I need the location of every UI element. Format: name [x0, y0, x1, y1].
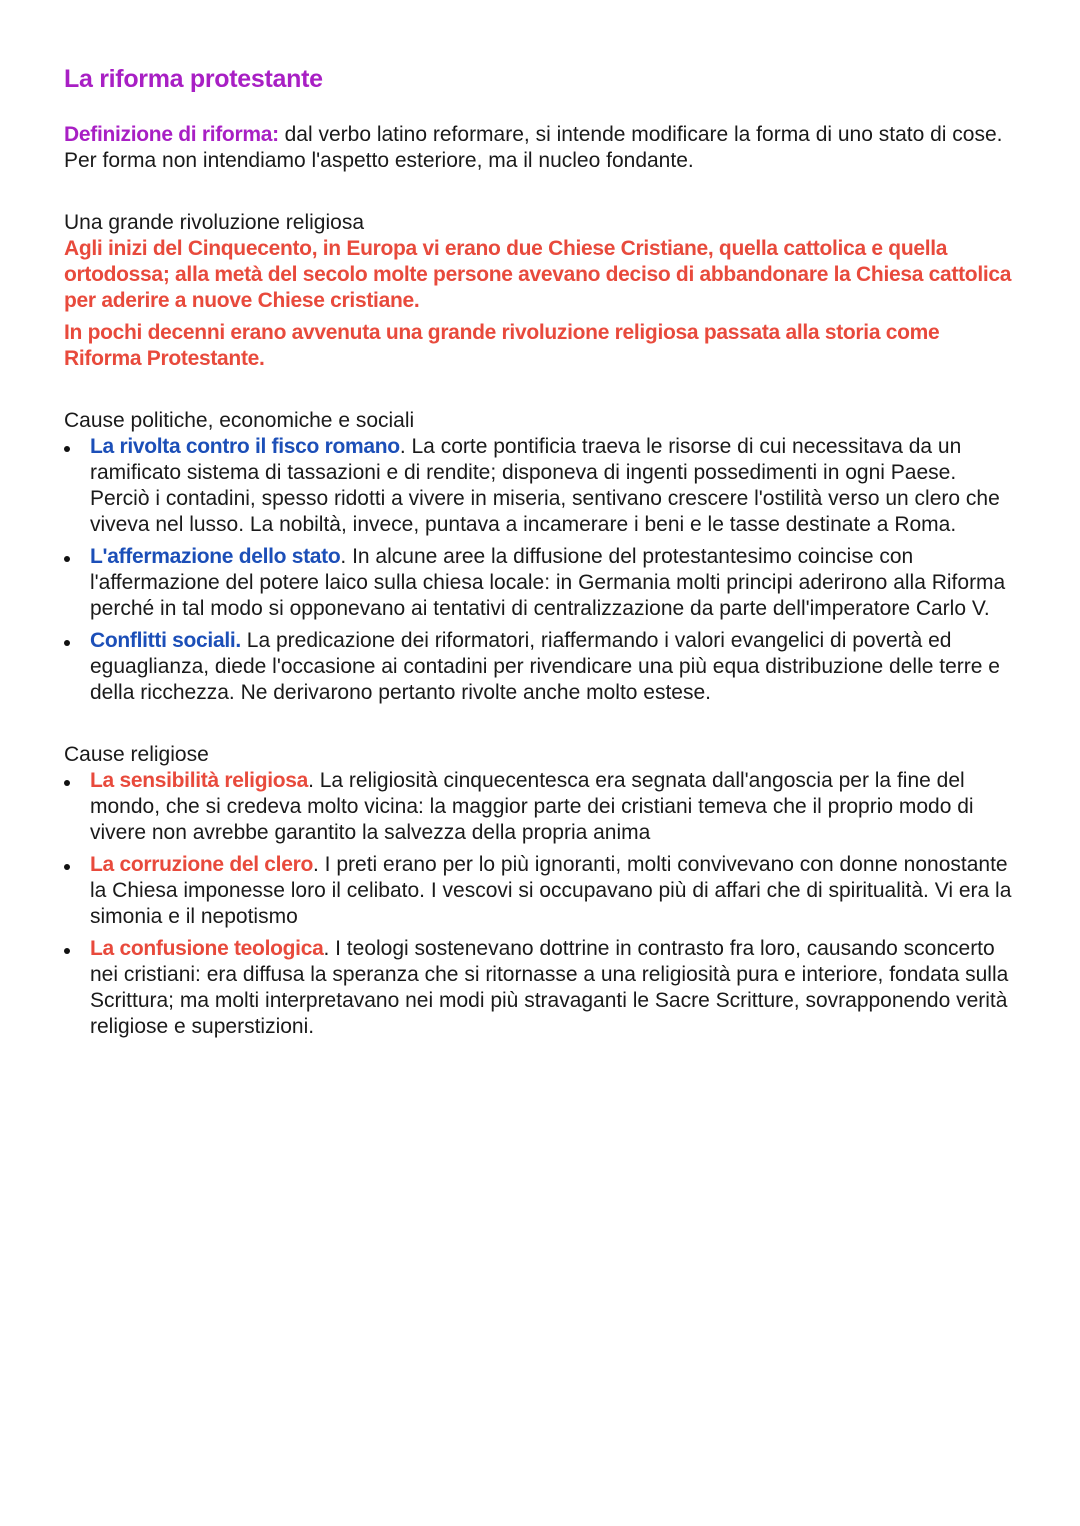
list-item-text: . I preti erano per lo più ignoranti, molti convivevano con donne nonostante la Chiesa imponesse loro il celibato. I vescovi si occupavano più di affari che di spiritualità. Vi era la simonia e il nepotismo [90, 853, 1012, 928]
list-item-text: . La corte pontificia traeva le risorse di cui necessitava da un ramificato sistema di tassazioni e di rendite; disponeva di ingenti possedimenti in ogni Paese. Perciò i contadini, spesso ridotti a vivere in miseria, sentivano crescere l'ostilità verso un clero che viveva nel lusso. La nobiltà, invece, puntava a incamerare i beni e le tasse destinate a Roma. [90, 435, 1000, 536]
page-title: La riforma protestante [64, 65, 323, 93]
definition-term: Definizione di riforma: [64, 123, 279, 146]
list-item-term: La sensibilità religiosa [90, 769, 309, 792]
definition-text: dal verbo latino reformare, si intende modificare la forma di uno stato di cose. Per forma non intendiamo l'aspetto esteriore, ma il nucleo fondante. [64, 123, 1003, 172]
list-item-term: La confusione teologica [90, 937, 324, 960]
bullet-icon [64, 556, 70, 562]
bullet-icon [64, 864, 70, 870]
religious-causes-list [64, 768, 1020, 1040]
list-item-term: La rivolta contro il fisco romano [90, 435, 400, 458]
list-item [64, 628, 1020, 706]
list-item-text: . I teologi sostenevano dottrine in contrasto fra loro, causando sconcerto nei cristiani: era diffusa la speranza che si ritornasse a una religiosità pura e interiore, fondata sulla Scrittura; ma molti interpretavano nei modi più stravaganti le Sacre Scritture, sovrapponendo verità religiose e superstizioni. [90, 937, 1009, 1038]
list-item-term: L'affermazione dello stato [90, 545, 341, 568]
list-item [64, 852, 1020, 930]
definition-paragraph [64, 122, 1020, 174]
bullet-icon [64, 446, 70, 452]
list-item-text: . La religiosità cinquecentesca era segnata dall'angoscia per la fine del mondo, che si credeva molto vicina: la maggior parte dei cristiani temeva che il proprio modo di vivere non avrebbe garantito la salvezza della propria anima [90, 769, 974, 844]
section-heading-revolution: Una grande rivoluzione religiosa [64, 211, 365, 234]
list-item [64, 544, 1020, 622]
list-item [64, 936, 1020, 1040]
section-heading-political-causes: Cause politiche, economiche e sociali [64, 409, 415, 432]
political-causes-list [64, 434, 1020, 706]
revolution-paragraph-2: In pochi decenni erano avvenuta una grande rivoluzione religiosa passata alla storia come Riforma Protestante. [64, 321, 940, 370]
revolution-paragraph-1: Agli inizi del Cinquecento, in Europa vi erano due Chiese Cristiane, quella cattolica e quella ortodossa; alla metà del secolo molte persone avevano deciso di abbandonare la Chiesa cattolica per aderire a nuove Chiese cristiane. [64, 237, 1012, 312]
list-item-text: La predicazione dei riformatori, riaffermando i valori evangelici di povertà ed eguaglianza, diede l'occasione ai contadini per rivendicare una più equa distribuzione delle terre e della ricchezza. Ne derivarono pertanto rivolte anche molto estese. [90, 629, 1000, 704]
bullet-icon [64, 640, 70, 646]
bullet-icon [64, 780, 70, 786]
section-heading-religious-causes: Cause religiose [64, 743, 209, 766]
list-item-term: Conflitti sociali. [90, 629, 241, 652]
list-item [64, 768, 1020, 846]
list-item [64, 434, 1020, 538]
bullet-icon [64, 948, 70, 954]
list-item-text: . In alcune aree la diffusione del protestantesimo coincise con l'affermazione del potere laico sulla chiesa locale: in Germania molti principi aderirono alla Riforma perché in tal modo si opponevano ai tentativi di centralizzazione da parte dell'imperatore Carlo V. [90, 545, 1006, 620]
list-item-term: La corruzione del clero [90, 853, 313, 876]
